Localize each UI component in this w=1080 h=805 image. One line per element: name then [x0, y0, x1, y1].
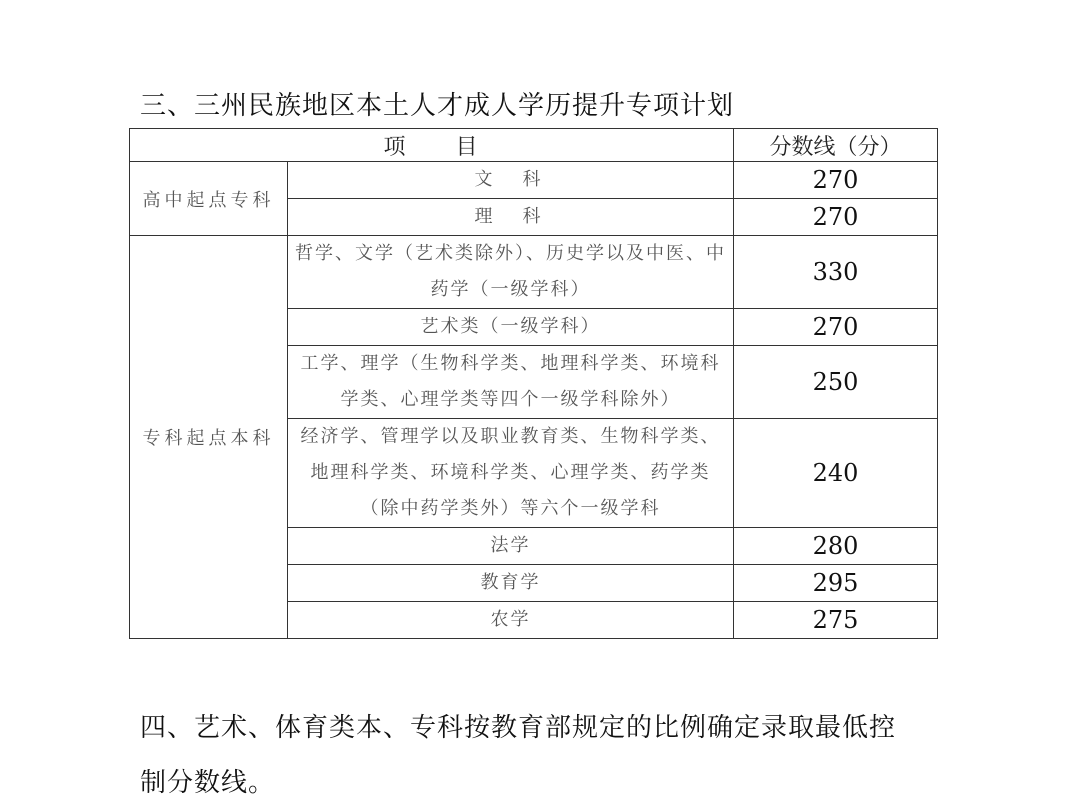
section-4-line-1: 四、艺术、体育类本、专科按教育部规定的比例确定录取最低控 — [140, 713, 897, 743]
score-table — [129, 128, 938, 639]
table-row — [130, 236, 938, 309]
subject-cell: 艺术类（一级学科） — [288, 309, 734, 346]
category-cell: 高中起点专科 — [130, 162, 288, 236]
subject-cell: 工学、理学（生物科学类、地理科学类、环境科学类、心理学类等四个一级学科除外） — [288, 346, 734, 419]
subject-cell: 法学 — [288, 528, 734, 565]
score-cell: 330 — [734, 236, 938, 309]
category-cell: 专科起点本科 — [130, 236, 288, 639]
subject-cell: 理 科 — [288, 199, 734, 236]
subject-cell: 农学 — [288, 602, 734, 639]
table-row — [130, 162, 938, 199]
header-item: 项 目 — [130, 129, 734, 162]
score-cell: 280 — [734, 528, 938, 565]
score-cell: 250 — [734, 346, 938, 419]
score-cell: 275 — [734, 602, 938, 639]
subject-cell: 教育学 — [288, 565, 734, 602]
score-cell: 270 — [734, 309, 938, 346]
subject-cell: 哲学、文学（艺术类除外）、历史学以及中医、中药学（一级学科） — [288, 236, 734, 309]
score-cell: 270 — [734, 162, 938, 199]
score-cell: 240 — [734, 419, 938, 528]
table-header-row — [130, 129, 938, 162]
section-3-heading: 三、三州民族地区本土人才成人学历提升专项计划 — [140, 91, 735, 121]
section-4-line-2: 制分数线。 — [140, 768, 276, 798]
score-cell: 295 — [734, 565, 938, 602]
score-cell: 270 — [734, 199, 938, 236]
subject-cell: 文 科 — [288, 162, 734, 199]
subject-cell: 经济学、管理学以及职业教育类、生物科学类、地理科学类、环境科学类、心理学类、药学类（除中药学类外）等六个一级学科 — [288, 419, 734, 528]
header-score: 分数线（分） — [734, 129, 938, 162]
